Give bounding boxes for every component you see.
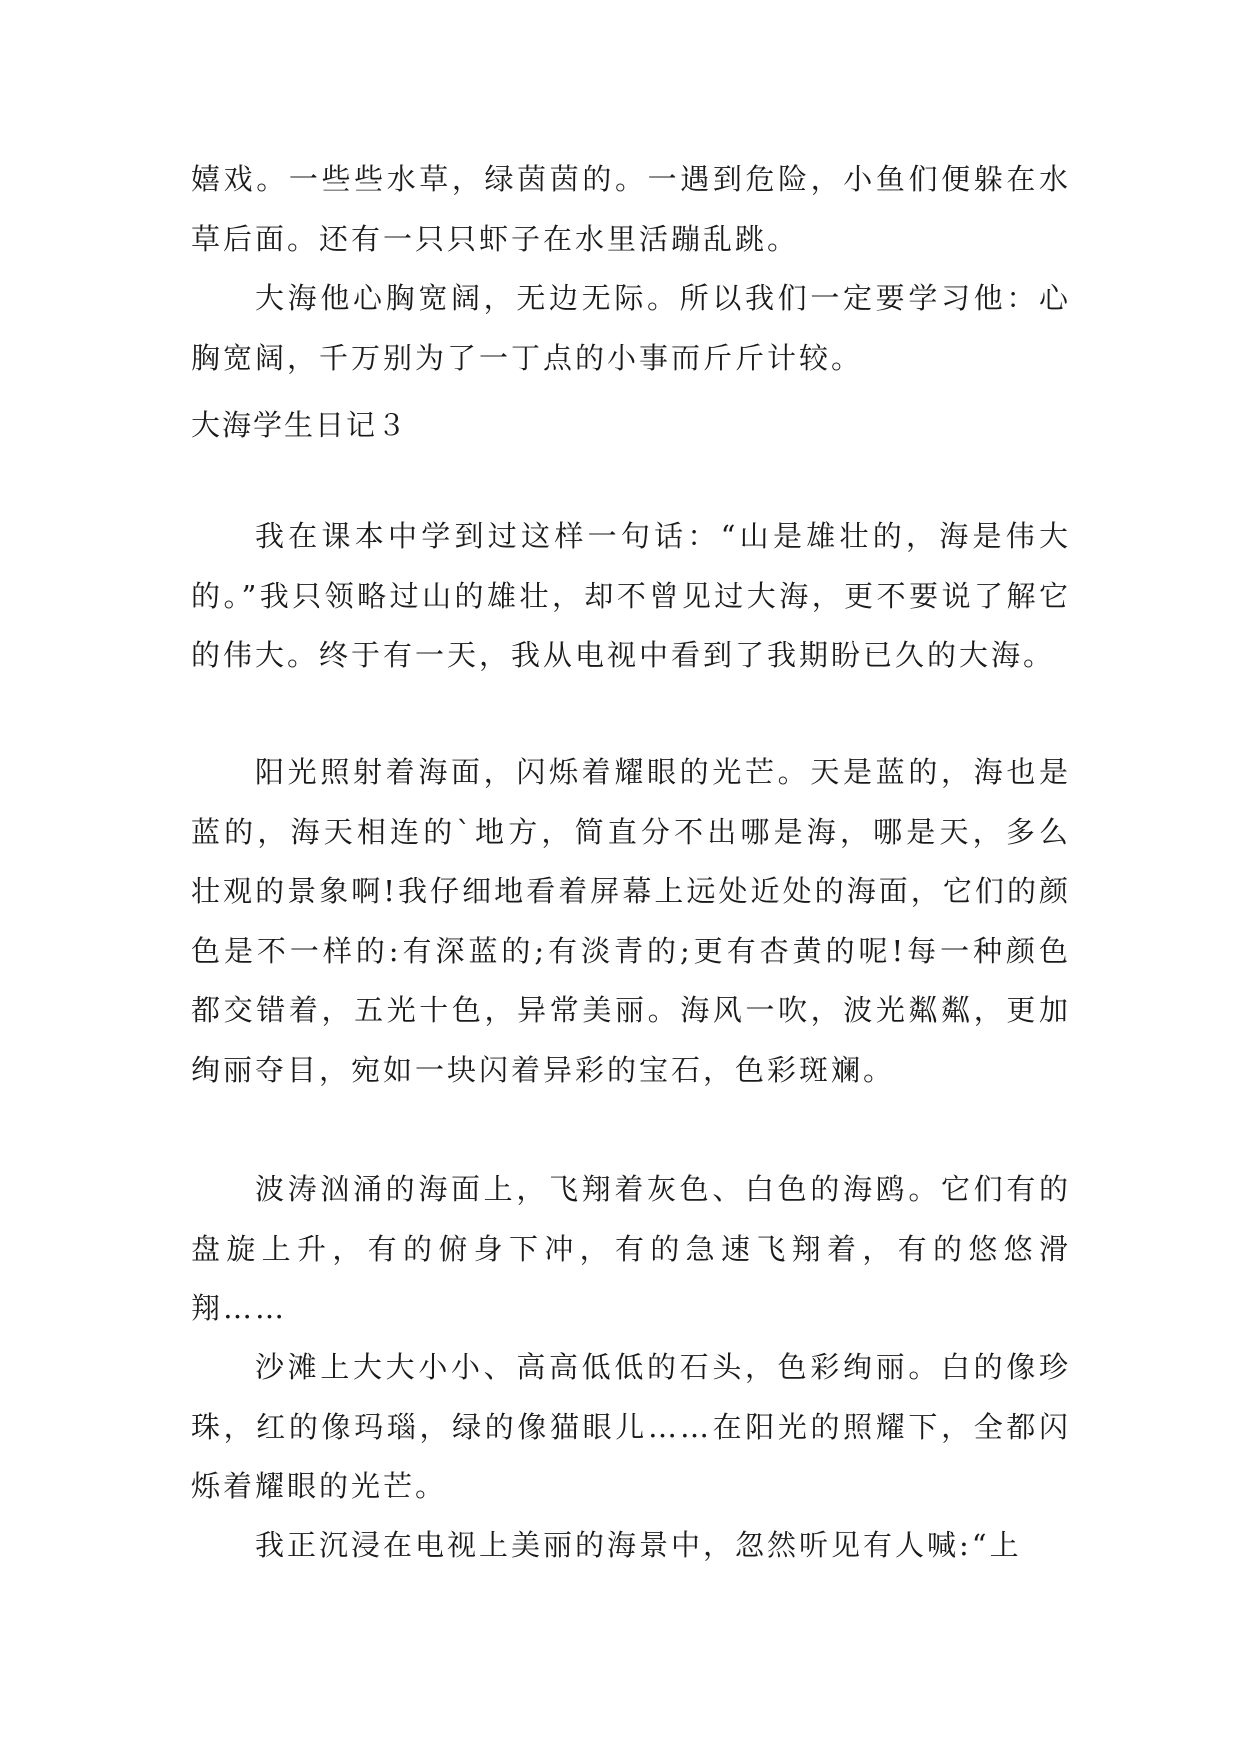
- conclusion-paragraph: 大海他心胸宽阔，无边无际。所以我们一定要学习他：心胸宽阔，千万别为了一丁点的小事而斤斤计较。: [191, 281, 1071, 375]
- paragraph-1: 我在课本中学到过这样一句话：“山是雄壮的，海是伟大的。”我只领略过山的雄壮，却不曾见过大海，更不要说了解它的伟大。终于有一天，我从电视中看到了我期盼已久的大海。: [191, 519, 1071, 672]
- paragraph-5: 我正沉浸在电视上美丽的海景中，忽然听见有人喊:“上: [255, 1528, 1022, 1562]
- section-title: 大海学生日记３: [191, 408, 409, 442]
- continued-paragraph: 嬉戏。一些些水草，绿茵茵的。一遇到危险，小鱼们便躲在水草后面。还有一只只虾子在水里活蹦乱跳。: [191, 162, 1071, 256]
- paragraph-3: 波涛汹涌的海面上，飞翔着灰色、白色的海鸥。它们有的盘旋上升，有的俯身下冲，有的急速飞翔着，有的悠悠滑翔……: [191, 1172, 1071, 1325]
- paragraph-4: 沙滩上大大小小、高高低低的石头，色彩绚丽。白的像珍珠，红的像玛瑙，绿的像猫眼儿……在阳光的照耀下，全都闪烁着耀眼的光芒。: [191, 1350, 1071, 1503]
- paragraph-2: 阳光照射着海面，闪烁着耀眼的光芒。天是蓝的，海也是蓝的，海天相连的`地方，简直分不出哪是海，哪是天，多么壮观的景象啊!我仔细地看着屏幕上远处近处的海面，它们的颜色是不一样的:有深蓝的;有淡青的;更有杏黄的呢!每一种颜色都交错着，五光十色，异常美丽。海风一吹，波光粼粼，更加绚丽夺目，宛如一块闪着异彩的宝石，色彩斑斓。: [191, 755, 1071, 1087]
